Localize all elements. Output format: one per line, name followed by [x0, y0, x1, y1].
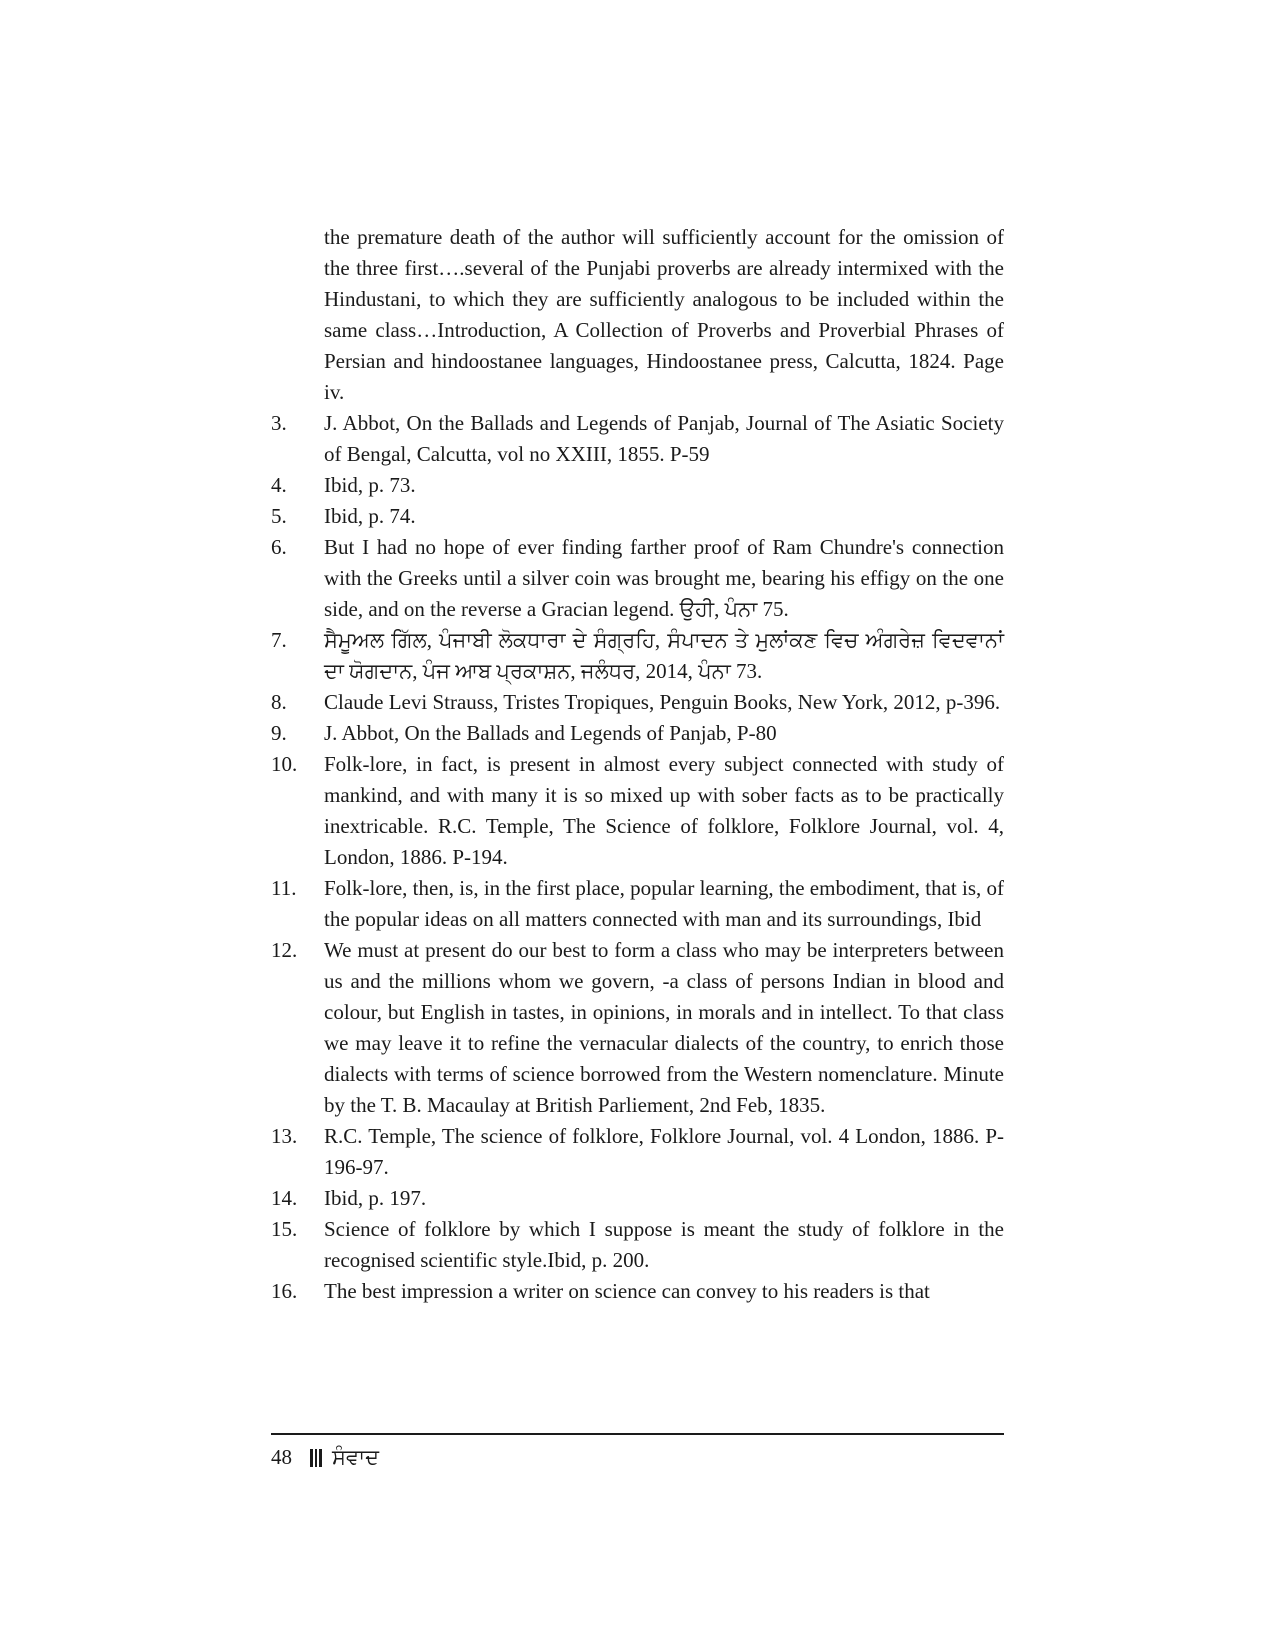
note-11	[271, 873, 1004, 935]
note-4	[271, 470, 1004, 501]
bars-icon	[310, 1449, 324, 1467]
note-number: 16.	[271, 1279, 298, 1303]
endnotes	[271, 222, 1004, 1307]
note-text: Claude Levi Strauss, Tristes Tropiques, Penguin Books, New York, 2012, p-396.	[324, 690, 1001, 714]
note-number: 15.	[271, 1217, 298, 1241]
note-10	[271, 749, 1004, 873]
note-text: Ibid, p. 73.	[324, 473, 416, 497]
note-number: 6.	[271, 535, 287, 559]
note-3	[271, 408, 1004, 470]
note-number: 4.	[271, 473, 287, 497]
note-14	[271, 1183, 1004, 1214]
note-number: 7.	[271, 628, 287, 652]
note-text: But I had no hope of ever finding farther proof of Ram Chundre's connection with the Greeks until a silver coin was brought me, bearing his effigy on the one side, and on the reverse a Gracian legend. ਉਹੀ, ਪੰਨਾ 75.	[324, 535, 1004, 621]
note-number: 11.	[271, 876, 297, 900]
note-number: 13.	[271, 1124, 298, 1148]
note-text: ਸੈਮੂਅਲ ਗਿੱਲ, ਪੰਜਾਬੀ ਲੋਕਧਾਰਾ ਦੇ ਸੰਗ੍ਰਹਿ, ਸੰਪਾਦਨ ਤੇ ਮੁਲਾਂਕਣ ਵਿਚ ਅੰਗਰੇਜ਼ ਵਿਦਵਾਨਾਂ ਦਾ ਯੋਗਦਾਨ, ਪੰਜ ਆਬ ਪ੍ਰਕਾਸ਼ਨ, ਜਲੰਧਰ, 2014, ਪੰਨਾ 73.	[324, 628, 1004, 683]
note-text: Ibid, p. 74.	[324, 504, 416, 528]
note-text: Ibid, p. 197.	[324, 1186, 427, 1210]
note-15	[271, 1214, 1004, 1276]
note-16	[271, 1276, 1004, 1307]
note-text: Folk-lore, in fact, is present in almost every subject connected with study of mankind, and with many it is so mixed up with sober facts as to be practically inextricable. R.C. Temple, The Science of folklore, Folklore Journal, vol. 4, London, 1886. P-194.	[324, 752, 1004, 869]
journal-name: ਸੰਵਾਦ	[332, 1445, 380, 1469]
note-number: 3.	[271, 411, 287, 435]
note-text: R.C. Temple, The science of folklore, Folklore Journal, vol. 4 London, 1886. P-196-97.	[324, 1124, 1004, 1179]
note-5	[271, 501, 1004, 532]
note-6	[271, 532, 1004, 625]
note-text: Folk-lore, then, is, in the first place, popular learning, the embodiment, that is, of the popular ideas on all matters connected with man and its surroundings, Ibid	[324, 876, 1005, 931]
note-number: 5.	[271, 504, 287, 528]
note-13	[271, 1121, 1004, 1183]
note-8	[271, 687, 1004, 718]
note-9	[271, 718, 1004, 749]
note-text: Science of folklore by which I suppose is meant the study of folklore in the recognised scientific style.Ibid, p. 200.	[324, 1217, 1004, 1272]
note-continuation: the premature death of the author will sufficiently account for the omission of the three first….several of the Punjabi proverbs are already intermixed with the Hindustani, to which they are sufficiently analogous to be included within the same class…Introduction, A Collection of Proverbs and Proverbial Phrases of Persian and hindoostanee languages, Hindoostanee press, Calcutta, 1824. Page iv.	[324, 225, 1004, 404]
footer-rule	[271, 1433, 1004, 1435]
note-text: The best impression a writer on science can convey to his readers is that	[324, 1279, 930, 1303]
note-number: 12.	[271, 938, 298, 962]
note-text: J. Abbot, On the Ballads and Legends of Panjab, P-80	[324, 721, 777, 745]
note-number: 10.	[271, 752, 298, 776]
note-number: 9.	[271, 721, 287, 745]
page-number: 48	[271, 1445, 292, 1469]
page-footer	[271, 1442, 379, 1473]
note-12	[271, 935, 1004, 1121]
note-number: 14.	[271, 1186, 298, 1210]
note-text: We must at present do our best to form a class who may be interpreters between us and the millions whom we govern, -a class of persons Indian in blood and colour, but English in tastes, in opinions, in morals and in intellect. To that class we may leave it to refine the vernacular dialects of the country, to enrich those dialects with terms of science borrowed from the Western nomenclature. Minute by the T. B. Macaulay at British Parliement, 2nd Feb, 1835.	[324, 938, 1004, 1117]
note-number: 8.	[271, 690, 287, 714]
note-7	[271, 625, 1004, 687]
note-text: J. Abbot, On the Ballads and Legends of Panjab, Journal of The Asiatic Society of Bengal, Calcutta, vol no XXIII, 1855. P-59	[324, 411, 1004, 466]
